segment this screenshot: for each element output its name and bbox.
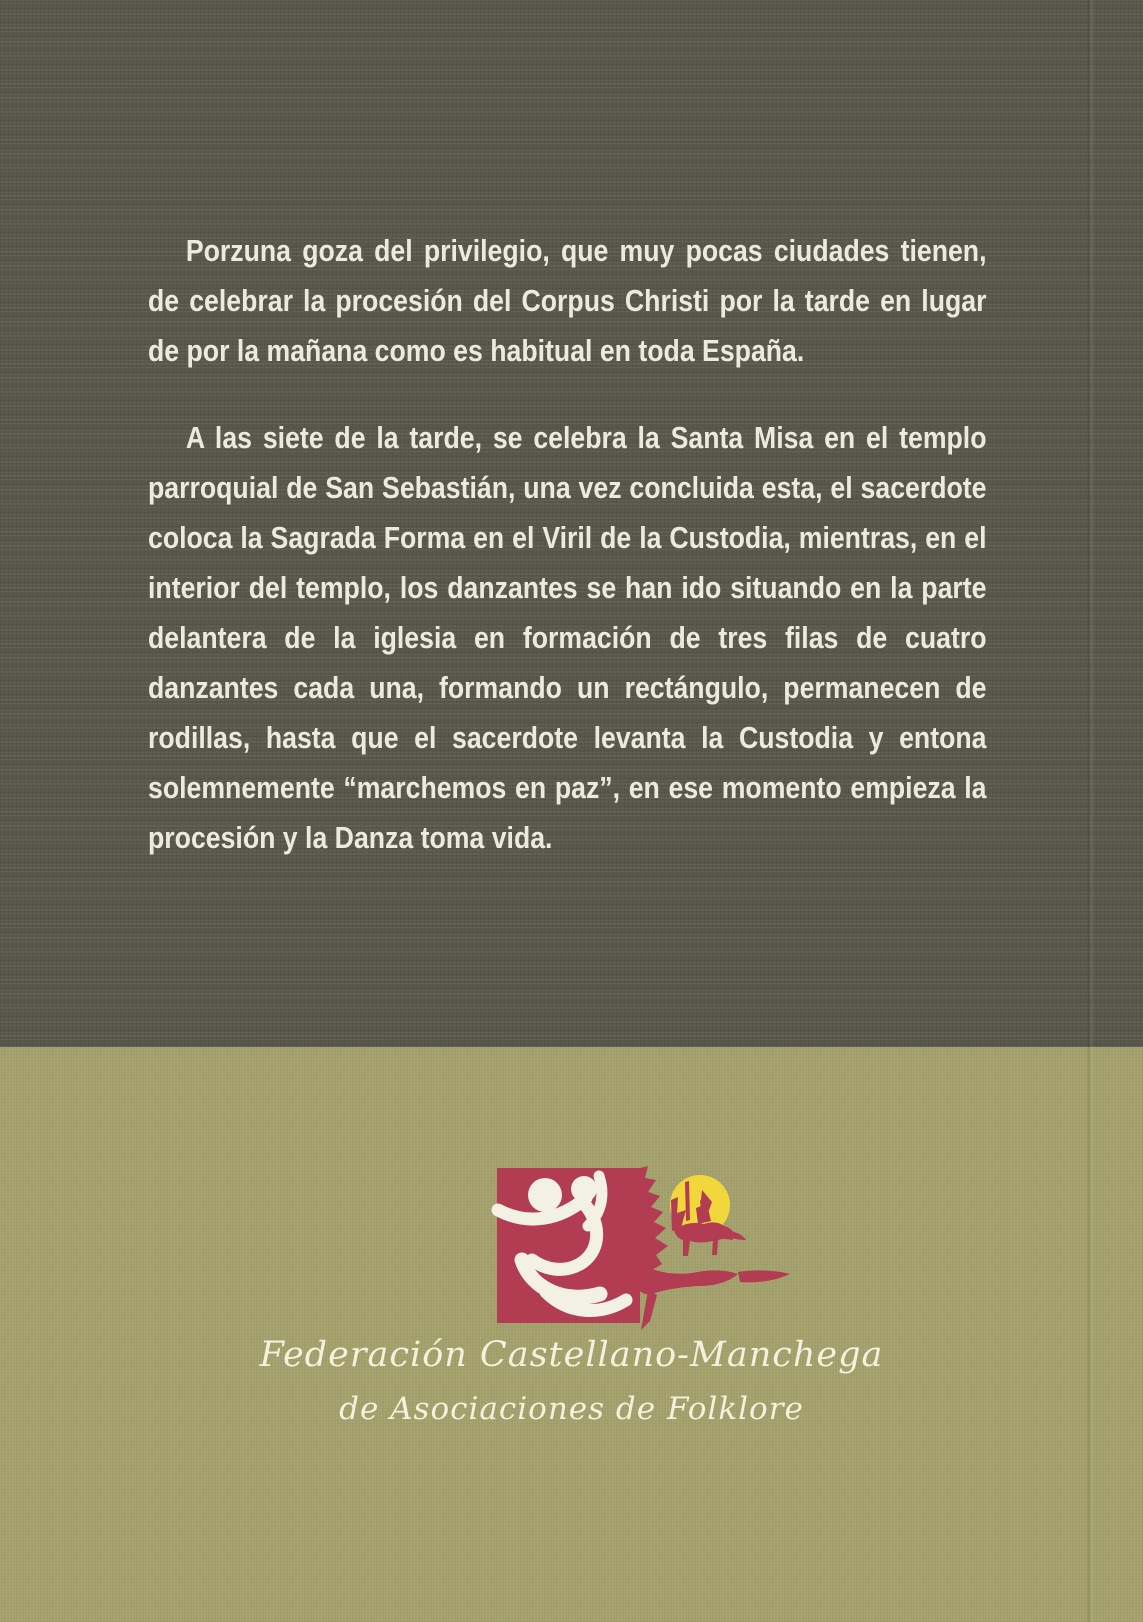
brush-stroke xyxy=(636,1264,790,1330)
dancing-couple-icon xyxy=(497,1166,686,1323)
paragraph-2: A las siete de la tarde, se celebra la Santa Misa en el templo parroquial de San Sebastián, una vez concluida esta, el sacerdote coloca la Sagrada Forma en el Viril de la Custodia, mientras, en el interior del templo, los danzantes se han ido situando en la parte delantera de la iglesia en formación de tres filas de cuatro danzantes cada una, formando un rectángulo, permanecen de rodillas, hasta que el sacerdote levanta la Custodia y entona solemnemente “marchemos en paz”, en ese momento empieza la procesión y la Danza toma vida. xyxy=(148,420,987,855)
cover-text xyxy=(148,226,987,863)
federation-subtitle: de Asociaciones de Folklore xyxy=(339,1391,804,1427)
paragraph-1: Porzuna goza del privilegio, que muy pocas ciudades tienen, de celebrar la procesión del Corpus Christi por la tarde en lugar de por la mañana como es habitual en toda España. xyxy=(148,233,987,368)
federation-logo xyxy=(488,1160,810,1338)
federation-name: Federación Castellano-Manchega xyxy=(259,1335,884,1375)
